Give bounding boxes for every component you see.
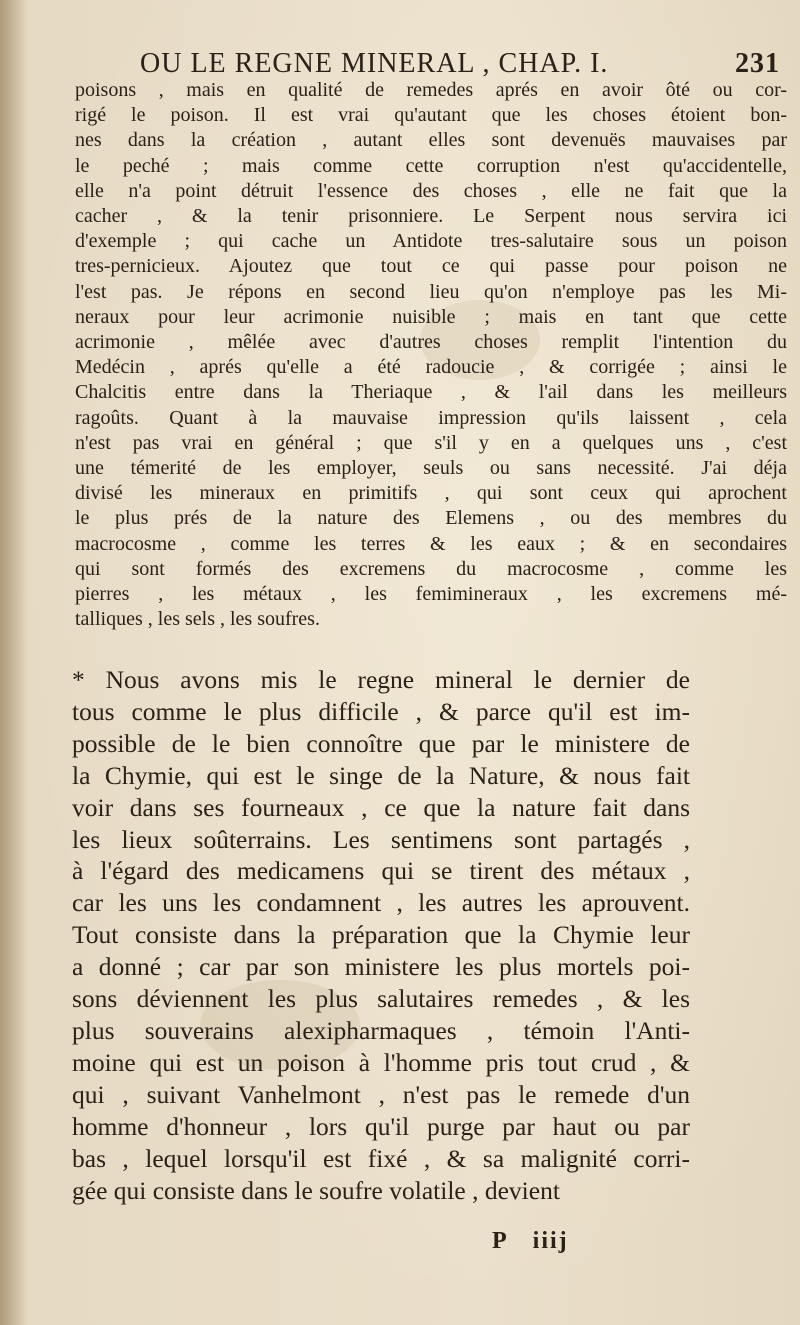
text-line: le plus prés de la nature des Elemens , ou des membres du [75, 507, 787, 530]
text-line: neraux pour leur acrimonie nuisible ; mais en tant que cette [75, 305, 787, 328]
text-line: car les uns les condamnent , les autres les aprouvent. [72, 888, 690, 918]
signature-number: iiij [532, 1228, 569, 1254]
text-line: qui , suivant Vanhelmont , n'est pas le remede d'un [72, 1079, 690, 1109]
text-line: homme d'honneur , lors qu'il purge par haut ou par [72, 1111, 690, 1141]
page-gutter-shadow [0, 0, 26, 1325]
small-print-paragraph [75, 78, 787, 632]
text-line: d'exemple ; qui cache un Antidote tres-salutaire sous un poison [75, 230, 787, 253]
text-line: elle n'a point détruit l'essence des choses , elle ne fait que la [75, 179, 787, 202]
text-line: la Chymie, qui est le singe de la Nature, & nous fait [72, 760, 690, 790]
text-line: gée qui consiste dans le soufre volatile , devient [72, 1175, 560, 1205]
text-line: l'est pas. Je répons en second lieu qu'on n'employe pas les Mi- [75, 280, 787, 303]
text-line: moine qui est un poison à l'homme pris tout crud , & [72, 1047, 690, 1077]
text-line: acrimonie , mêlée avec d'autres choses remplit l'intention du [75, 331, 787, 354]
text-line: possible de le bien connoître que par le ministere de [72, 728, 690, 758]
text-line: divisé les mineraux en primitifs , qui sont ceux qui aprochent [75, 482, 787, 505]
text-line: sons déviennent les plus salutaires remedes , & les [72, 984, 690, 1014]
text-line: talliques , les sels , les soufres. [75, 608, 320, 631]
text-line: nes dans la création , autant elles sont devenuës mauvaises par [75, 129, 787, 152]
text-line: cacher , & la tenir prisonniere. Le Serpent nous servira ici [75, 205, 787, 228]
text-line: rigé le poison. Il est vrai qu'autant que les choses étoient bon- [75, 104, 787, 127]
text-line: plus souverains alexipharmaques , témoin l'Anti- [72, 1015, 690, 1045]
text-line: Tout consiste dans la préparation que la Chymie leur [72, 920, 690, 950]
text-line: n'est pas vrai en général ; que s'il y en a quelques uns , c'est [75, 431, 787, 454]
text-line: voir dans ses fourneaux , ce que la nature fait dans [72, 792, 690, 822]
text-line: tres-pernicieux. Ajoutez que tout ce qui passe pour poison ne [75, 255, 787, 278]
text-line: ragoûts. Quant à la mauvaise impression qu'ils laissent , cela [75, 406, 787, 429]
text-line: qui sont formés des excremens du macrocosme , comme les [75, 557, 787, 580]
text-line: à l'égard des medicamens qui se tirent des métaux , [72, 856, 690, 886]
text-line: le peché ; mais comme cette corruption n'est qu'accidentelle, [75, 154, 787, 177]
text-line: bas , lequel lorsqu'il est fixé , & sa malignité corri- [72, 1143, 690, 1173]
text-line: les lieux soûterrains. Les sentimens sont partagés , [72, 824, 690, 854]
text-line: pierres , les métaux , les femimineraux , les excremens mé- [75, 583, 787, 606]
text-line: tous comme le plus difficile , & parce qu'il est im- [72, 696, 690, 726]
signature-letter: P [492, 1228, 509, 1254]
running-title: OU LE REGNE MINERAL , CHAP. I. [140, 48, 609, 79]
text-line: macrocosme , comme les terres & les eaux ; & en secondaires [75, 532, 787, 555]
text-line: Chalcitis entre dans la Theriaque , & l'ail dans les meilleurs [75, 381, 787, 404]
text-line: poisons , mais en qualité de remedes aprés en avoir ôté ou cor- [75, 79, 787, 101]
signature-mark [492, 1228, 569, 1255]
page-number: 231 [735, 48, 780, 79]
text-line: * Nous avons mis le regne mineral le dernier de [72, 665, 690, 694]
text-line: une témerité de les employer, seuls ou sans necessité. J'ai déja [75, 457, 787, 480]
large-print-paragraph [72, 664, 690, 1206]
text-line: Medécin , aprés qu'elle a été radoucie , & corrigée ; ainsi le [75, 356, 787, 379]
text-line: a donné ; car par son ministere les plus mortels poi- [72, 952, 690, 982]
